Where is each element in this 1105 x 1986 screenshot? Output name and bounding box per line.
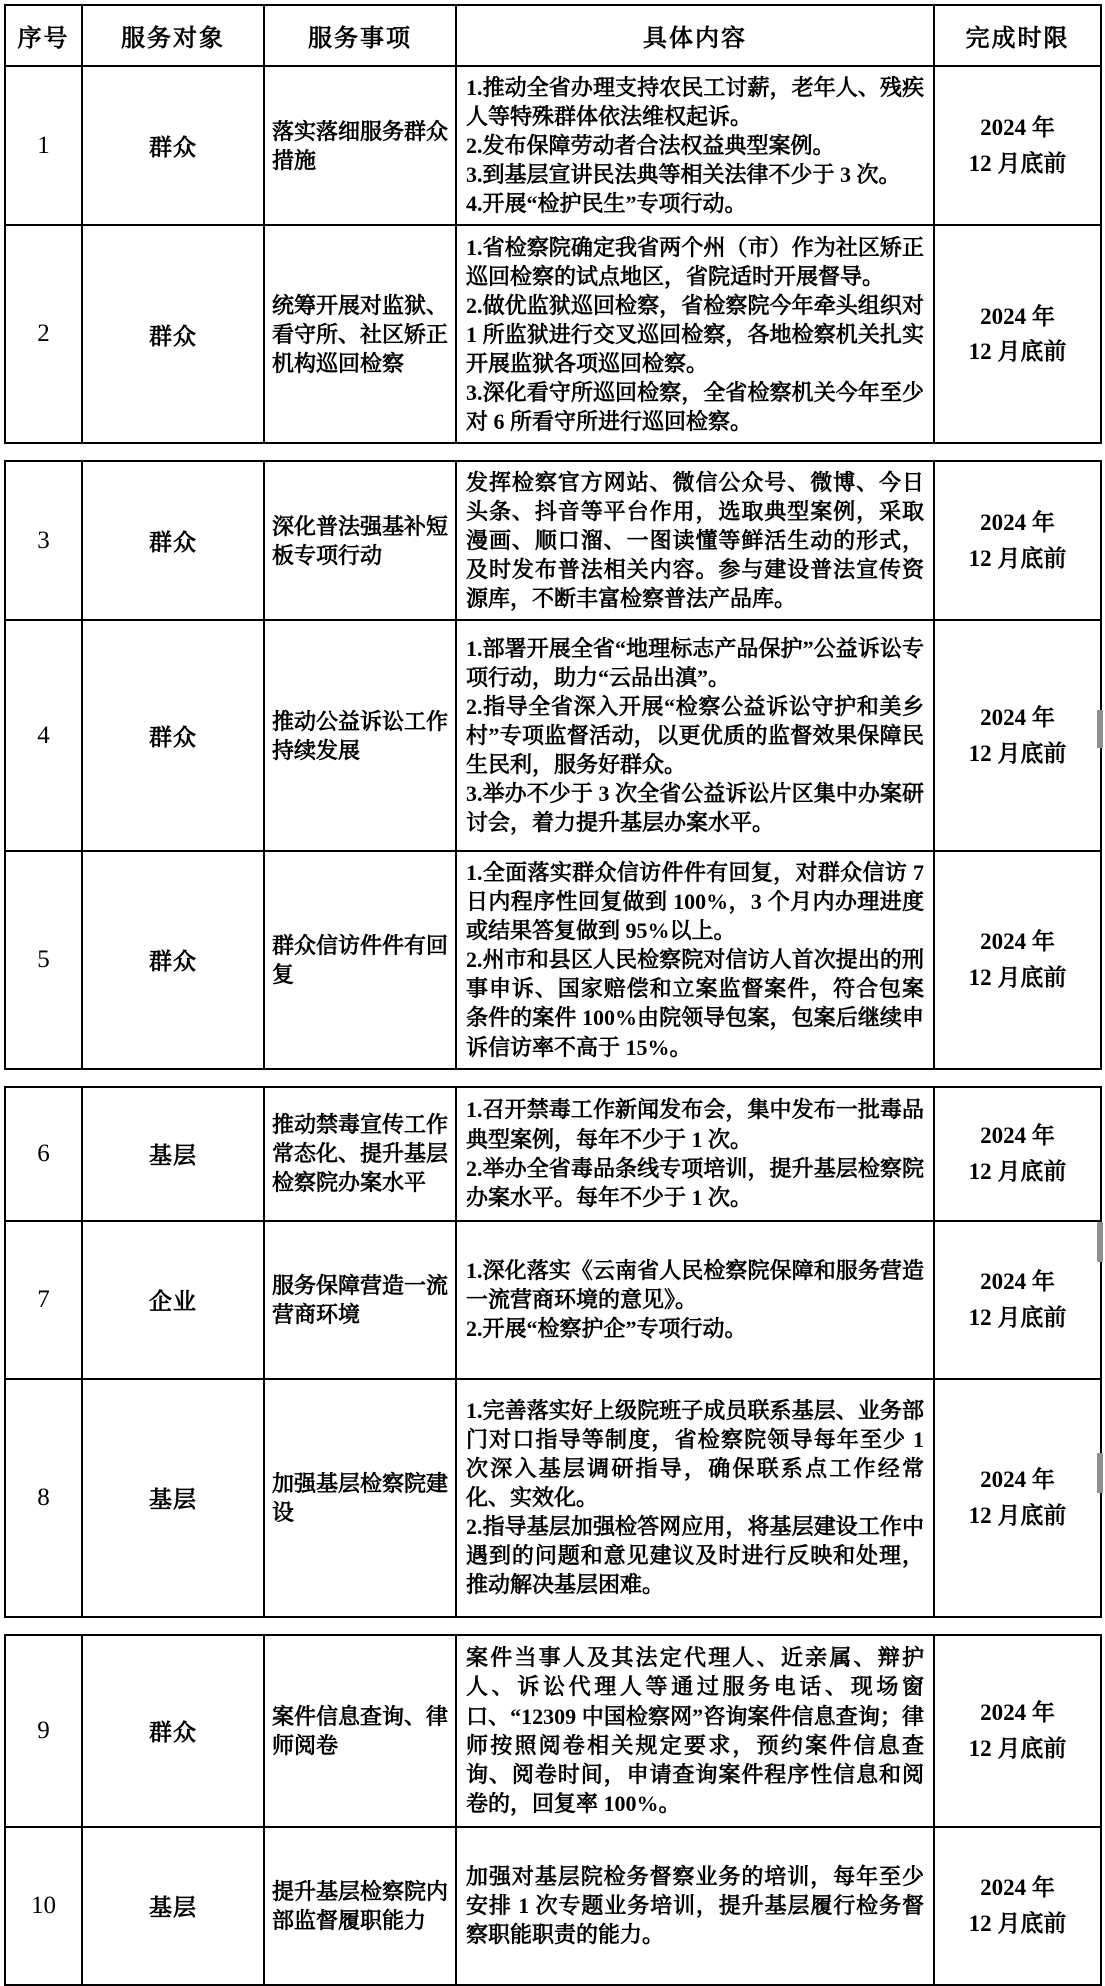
service-plan-table	[4, 4, 1105, 1986]
content-paragraph: 3.举办不少于 3 次全省公益诉讼片区集中办案研讨会，着力提升基层办案水平。	[466, 781, 924, 836]
row-number-cell: 9	[5, 1635, 82, 1827]
table-row	[5, 225, 1101, 443]
content-cell	[456, 66, 934, 225]
content-cell	[456, 851, 934, 1068]
service-item-cell: 案件信息查询、律师阅卷	[264, 1635, 456, 1827]
row-number-cell: 6	[5, 1087, 82, 1221]
deadline-year: 2024 年	[980, 510, 1055, 536]
deadline-cell	[934, 1221, 1101, 1379]
deadline-cell	[934, 1635, 1101, 1827]
content-cell	[456, 461, 934, 620]
content-paragraph: 1.完善落实好上级院班子成员联系基层、业务部门对口指导等制度，省检察院领导每年至少 1 次深入基层调研指导，确保联系点工作经常化、实效化。	[466, 1397, 924, 1511]
content-paragraph: 2.举办全省毒品条线专项培训，提升基层检察院办案水平。每年不少于 1 次。	[466, 1155, 924, 1210]
row-number-cell: 2	[5, 225, 82, 443]
deadline-month: 12 月底前	[968, 740, 1067, 766]
service-target-cell: 群众	[82, 461, 264, 620]
service-item-cell: 推动禁毒宣传工作常态化、提升基层检察院办案水平	[264, 1087, 456, 1221]
deadline-year: 2024 年	[980, 929, 1055, 955]
table-row	[5, 1827, 1101, 1985]
col-header-service-item: 服务事项	[264, 5, 456, 66]
deadline-cell	[934, 66, 1101, 225]
row-number-cell: 3	[5, 461, 82, 620]
content-paragraph: 1.深化落实《云南省人民检察院保障和服务营造一流营商环境的意见》。	[466, 1257, 924, 1313]
content-paragraph: 1.部署开展全省“地理标志产品保护”公益诉讼专项行动，助力“云品出滇”。	[466, 636, 924, 691]
deadline-month: 12 月底前	[968, 545, 1067, 571]
service-target-cell: 基层	[82, 1379, 264, 1617]
content-paragraph: 2.州市和县区人民检察院对信访人首次提出的刑事申诉、国家赔偿和立案监督案件，符合包案条件的案件 100%由院领导包案，包案后继续申诉信访率不高于 15%。	[466, 947, 924, 1060]
scrollbar-thumb-artifact	[1097, 710, 1103, 748]
content-cell	[456, 225, 934, 443]
service-target-cell: 群众	[82, 1635, 264, 1827]
table-row	[5, 1379, 1101, 1617]
deadline-cell	[934, 620, 1101, 851]
content-cell	[456, 1379, 934, 1617]
content-paragraph: 2.做优监狱巡回检察，省检察院今年牵头组织对 1 所监狱进行交叉巡回检察，各地检察机关扎实开展监狱各项巡回检察。	[466, 292, 924, 376]
deadline-month: 12 月底前	[968, 150, 1067, 176]
content-paragraph: 2.指导全省深入开展“检察公益诉讼守护和美乡村”专项监督活动，以更优质的监督效果保障民生民利，服务好群众。	[466, 694, 924, 778]
service-table-segment-2	[4, 460, 1102, 1069]
content-paragraph: 1.推动全省办理支持农民工讨薪，老年人、残疾人等特殊群体依法维权起诉。	[466, 75, 924, 130]
service-item-cell: 群众信访件件有回复	[264, 851, 456, 1068]
content-paragraph: 案件当事人及其法定代理人、近亲属、辩护人、诉讼代理人等通过服务电话、现场窗口、“12309 中国检察网”咨询案件信息查询；律师按照阅卷相关规定要求，预约案件信息查询、阅卷时间，申请查询案件程序性信息和阅卷的，回复率 100%。	[466, 1645, 924, 1816]
content-paragraph: 2.指导基层加强检答网应用，将基层建设工作中遇到的问题和意见建议及时进行反映和处理，推动解决基层困难。	[466, 1514, 924, 1598]
deadline-year: 2024 年	[980, 114, 1055, 140]
service-item-cell: 推动公益诉讼工作持续发展	[264, 620, 456, 851]
content-paragraph: 4.开展“检护民生”专项行动。	[466, 191, 747, 217]
service-target-cell: 群众	[82, 620, 264, 851]
deadline-year: 2024 年	[980, 1268, 1055, 1294]
service-target-cell: 企业	[82, 1221, 264, 1379]
content-cell	[456, 1827, 934, 1985]
deadline-year: 2024 年	[980, 1466, 1055, 1492]
deadline-cell	[934, 1379, 1101, 1617]
row-number-cell: 4	[5, 620, 82, 851]
table-header-row	[5, 5, 1101, 66]
table-row	[5, 1221, 1101, 1379]
deadline-year: 2024 年	[980, 1699, 1055, 1725]
service-item-cell: 提升基层检察院内部监督履职能力	[264, 1827, 456, 1985]
deadline-year: 2024 年	[980, 705, 1055, 731]
deadline-cell	[934, 1087, 1101, 1221]
table-row	[5, 461, 1101, 620]
scrollbar-thumb-artifact	[1097, 1222, 1103, 1262]
table-row	[5, 620, 1101, 851]
service-target-cell: 群众	[82, 851, 264, 1068]
table-row	[5, 1635, 1101, 1827]
deadline-cell	[934, 1827, 1101, 1985]
table-row	[5, 1087, 1101, 1221]
service-item-cell: 统筹开展对监狱、看守所、社区矫正机构巡回检察	[264, 225, 456, 443]
deadline-cell	[934, 851, 1101, 1068]
content-cell	[456, 1087, 934, 1221]
deadline-year: 2024 年	[980, 303, 1055, 329]
deadline-month: 12 月底前	[968, 1735, 1067, 1761]
deadline-month: 12 月底前	[968, 339, 1067, 365]
service-item-cell: 服务保障营造一流营商环境	[264, 1221, 456, 1379]
content-cell	[456, 1635, 934, 1827]
content-cell	[456, 620, 934, 851]
deadline-year: 2024 年	[980, 1122, 1055, 1148]
service-target-cell: 群众	[82, 225, 264, 443]
deadline-cell	[934, 225, 1101, 443]
content-paragraph: 1.召开禁毒工作新闻发布会，集中发布一批毒品典型案例，每年不少于 1 次。	[466, 1097, 924, 1152]
service-target-cell: 群众	[82, 66, 264, 225]
service-target-cell: 基层	[82, 1087, 264, 1221]
content-paragraph: 3.到基层宣讲民法典等相关法律不少于 3 次。	[466, 162, 901, 188]
content-paragraph: 发挥检察官方网站、微信公众号、微博、今日头条、抖音等平台作用，选取典型案例，采取漫画、顺口溜、一图读懂等鲜活生动的形式，及时发布普法相关内容。参与建设普法宣传资源库，不断丰富检察普法产品库。	[466, 470, 924, 612]
row-number-cell: 1	[5, 66, 82, 225]
service-item-cell: 落实落细服务群众措施	[264, 66, 456, 225]
service-table-segment-3	[4, 1086, 1102, 1618]
scrollbar-thumb-artifact	[1097, 1453, 1103, 1493]
deadline-month: 12 月底前	[968, 1910, 1067, 1936]
table-row	[5, 851, 1101, 1068]
deadline-month: 12 月底前	[968, 1158, 1067, 1184]
deadline-year: 2024 年	[980, 1874, 1055, 1900]
content-paragraph: 加强对基层院检务督察业务的培训，每年至少安排 1 次专题业务培训，提升基层履行检务督察职能职责的能力。	[466, 1863, 924, 1948]
col-header-content: 具体内容	[456, 5, 934, 66]
service-table-segment-1	[4, 4, 1102, 444]
content-paragraph: 1.全面落实群众信访件件有回复，对群众信访 7 日内程序性回复做到 100%，3 个月内办理进度或结果答复做到 95%以上。	[466, 860, 924, 944]
service-target-cell: 基层	[82, 1827, 264, 1985]
col-header-deadline: 完成时限	[934, 5, 1101, 66]
service-item-cell: 深化普法强基补短板专项行动	[264, 461, 456, 620]
content-paragraph: 2.开展“检察护企”专项行动。	[466, 1316, 747, 1342]
row-number-cell: 10	[5, 1827, 82, 1985]
deadline-month: 12 月底前	[968, 964, 1067, 990]
row-number-cell: 8	[5, 1379, 82, 1617]
content-paragraph: 2.发布保障劳动者合法权益典型案例。	[466, 133, 835, 159]
deadline-cell	[934, 461, 1101, 620]
col-header-no: 序号	[5, 5, 82, 66]
row-number-cell: 7	[5, 1221, 82, 1379]
deadline-month: 12 月底前	[968, 1502, 1067, 1528]
deadline-month: 12 月底前	[968, 1304, 1067, 1330]
service-item-cell: 加强基层检察院建设	[264, 1379, 456, 1617]
row-number-cell: 5	[5, 851, 82, 1068]
col-header-service-target: 服务对象	[82, 5, 264, 66]
content-paragraph: 3.深化看守所巡回检察，全省检察机关今年至少对 6 所看守所进行巡回检察。	[466, 379, 924, 434]
table-row	[5, 66, 1101, 225]
content-paragraph: 1.省检察院确定我省两个州（市）作为社区矫正巡回检察的试点地区，省院适时开展督导。	[466, 234, 924, 289]
content-cell	[456, 1221, 934, 1379]
service-table-segment-4	[4, 1634, 1102, 1986]
